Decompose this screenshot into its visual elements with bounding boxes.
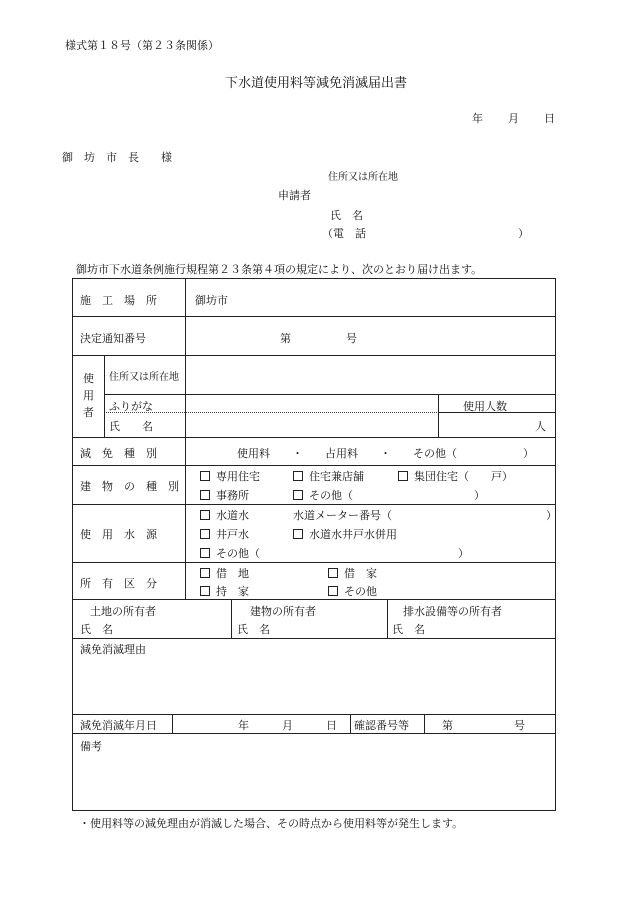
checkbox-icon (200, 568, 210, 578)
addressee: 御 坊 市 長 様 (62, 151, 172, 164)
checkbox-icon (293, 529, 303, 539)
date-day-label: 日 (544, 112, 555, 125)
land-owner-name-label: 氏 名 (80, 623, 113, 636)
applicant-phone-close: ） (518, 227, 529, 240)
applicant-phone-label: （電 話 (322, 227, 366, 240)
water-option-tap[interactable]: 水道水 (200, 507, 249, 523)
user-address-label: 住所又は所在地 (109, 372, 179, 383)
exemption-options: 使用料 ・ 占用料 ・ その他（ ） (237, 447, 534, 460)
building-option-mixed[interactable]: 住宅兼店舗 (293, 468, 364, 484)
site-value: 御坊市 (195, 294, 228, 307)
notice-dai: 第 (280, 332, 291, 345)
footer-note: ・使用料等の減免理由が消滅した場合、その時点から使用料等が発生します。 (79, 817, 464, 830)
building-owner-name-label: 氏 名 (237, 623, 270, 636)
checkbox-icon (328, 568, 338, 578)
building-option-office[interactable]: 事務所 (200, 487, 249, 503)
checkbox-icon (200, 471, 210, 481)
statement: 御坊市下水道条例施行規程第２３条第４項の規定により、次のとおり届け出ます。 (76, 263, 483, 276)
document-title: 下水道使用料等減免消滅届出書 (225, 76, 408, 91)
water-option-well[interactable]: 井戸水 (200, 526, 249, 542)
checkbox-icon (293, 490, 303, 500)
applicant-name-label: 氏 名 (330, 209, 363, 222)
building-owner-label: 建物の所有者 (250, 605, 316, 618)
end-date-fill: 年 月 日 (238, 719, 337, 732)
remarks-label: 備考 (80, 740, 102, 753)
drain-owner-label: 排水設備等の所有者 (403, 605, 502, 618)
applicant-address-label: 住所又は所在地 (328, 172, 398, 183)
notice-go: 号 (346, 332, 357, 345)
date-month-label: 月 (508, 112, 519, 125)
land-owner-label: 土地の所有者 (90, 605, 156, 618)
water-option-combined[interactable]: 水道水井戸水併用 (293, 526, 397, 542)
notice-label: 決定通知番号 (80, 332, 146, 345)
confirm-dai: 第 (442, 719, 453, 732)
user-count-unit: 人 (535, 420, 546, 433)
checkbox-icon (200, 586, 210, 596)
checkbox-icon (328, 586, 338, 596)
user-label: 使用者 (83, 372, 94, 419)
checkbox-icon (200, 548, 210, 558)
site-label: 施 工 場 所 (80, 294, 157, 307)
ownership-option-rented-house[interactable]: 借 家 (328, 565, 377, 581)
form-number: 様式第１８号（第２３条関係） (65, 39, 219, 52)
checkbox-icon (398, 471, 408, 481)
checkbox-icon (200, 529, 210, 539)
confirm-label: 確認番号等 (354, 719, 409, 732)
ownership-option-other[interactable]: その他 (328, 583, 377, 599)
building-option-private[interactable]: 専用住宅 (200, 468, 260, 484)
checkbox-icon (200, 490, 210, 500)
checkbox-icon (200, 510, 210, 520)
ownership-option-rented-land[interactable]: 借 地 (200, 565, 249, 581)
ownership-option-owned[interactable]: 持 家 (200, 583, 249, 599)
checkbox-icon (293, 471, 303, 481)
drain-owner-name-label: 氏 名 (392, 623, 425, 636)
user-count-label: 使用人数 (463, 400, 507, 413)
building-option-other[interactable]: その他（ ） (293, 487, 485, 503)
date-year-label: 年 (472, 112, 483, 125)
user-name-label: 氏 名 (109, 420, 153, 433)
confirm-go: 号 (514, 719, 525, 732)
building-option-collective[interactable]: 集団住宅（ 戸） (398, 468, 513, 484)
end-date-label: 減免消滅年月日 (80, 719, 157, 732)
reason-label: 減免消滅理由 (80, 643, 146, 656)
water-source-label: 使 用 水 源 (80, 528, 157, 541)
building-type-label: 建 物 の 種 別 (80, 480, 179, 493)
ownership-label: 所 有 区 分 (80, 577, 157, 590)
user-furigana-label: ふりがな (109, 400, 153, 413)
exemption-type-label: 減 免 種 別 (80, 447, 157, 460)
water-option-other[interactable]: その他（ ） (200, 545, 469, 561)
applicant-label: 申請者 (278, 189, 311, 202)
water-meter-number: 水道メーター番号（ ） (293, 509, 557, 522)
